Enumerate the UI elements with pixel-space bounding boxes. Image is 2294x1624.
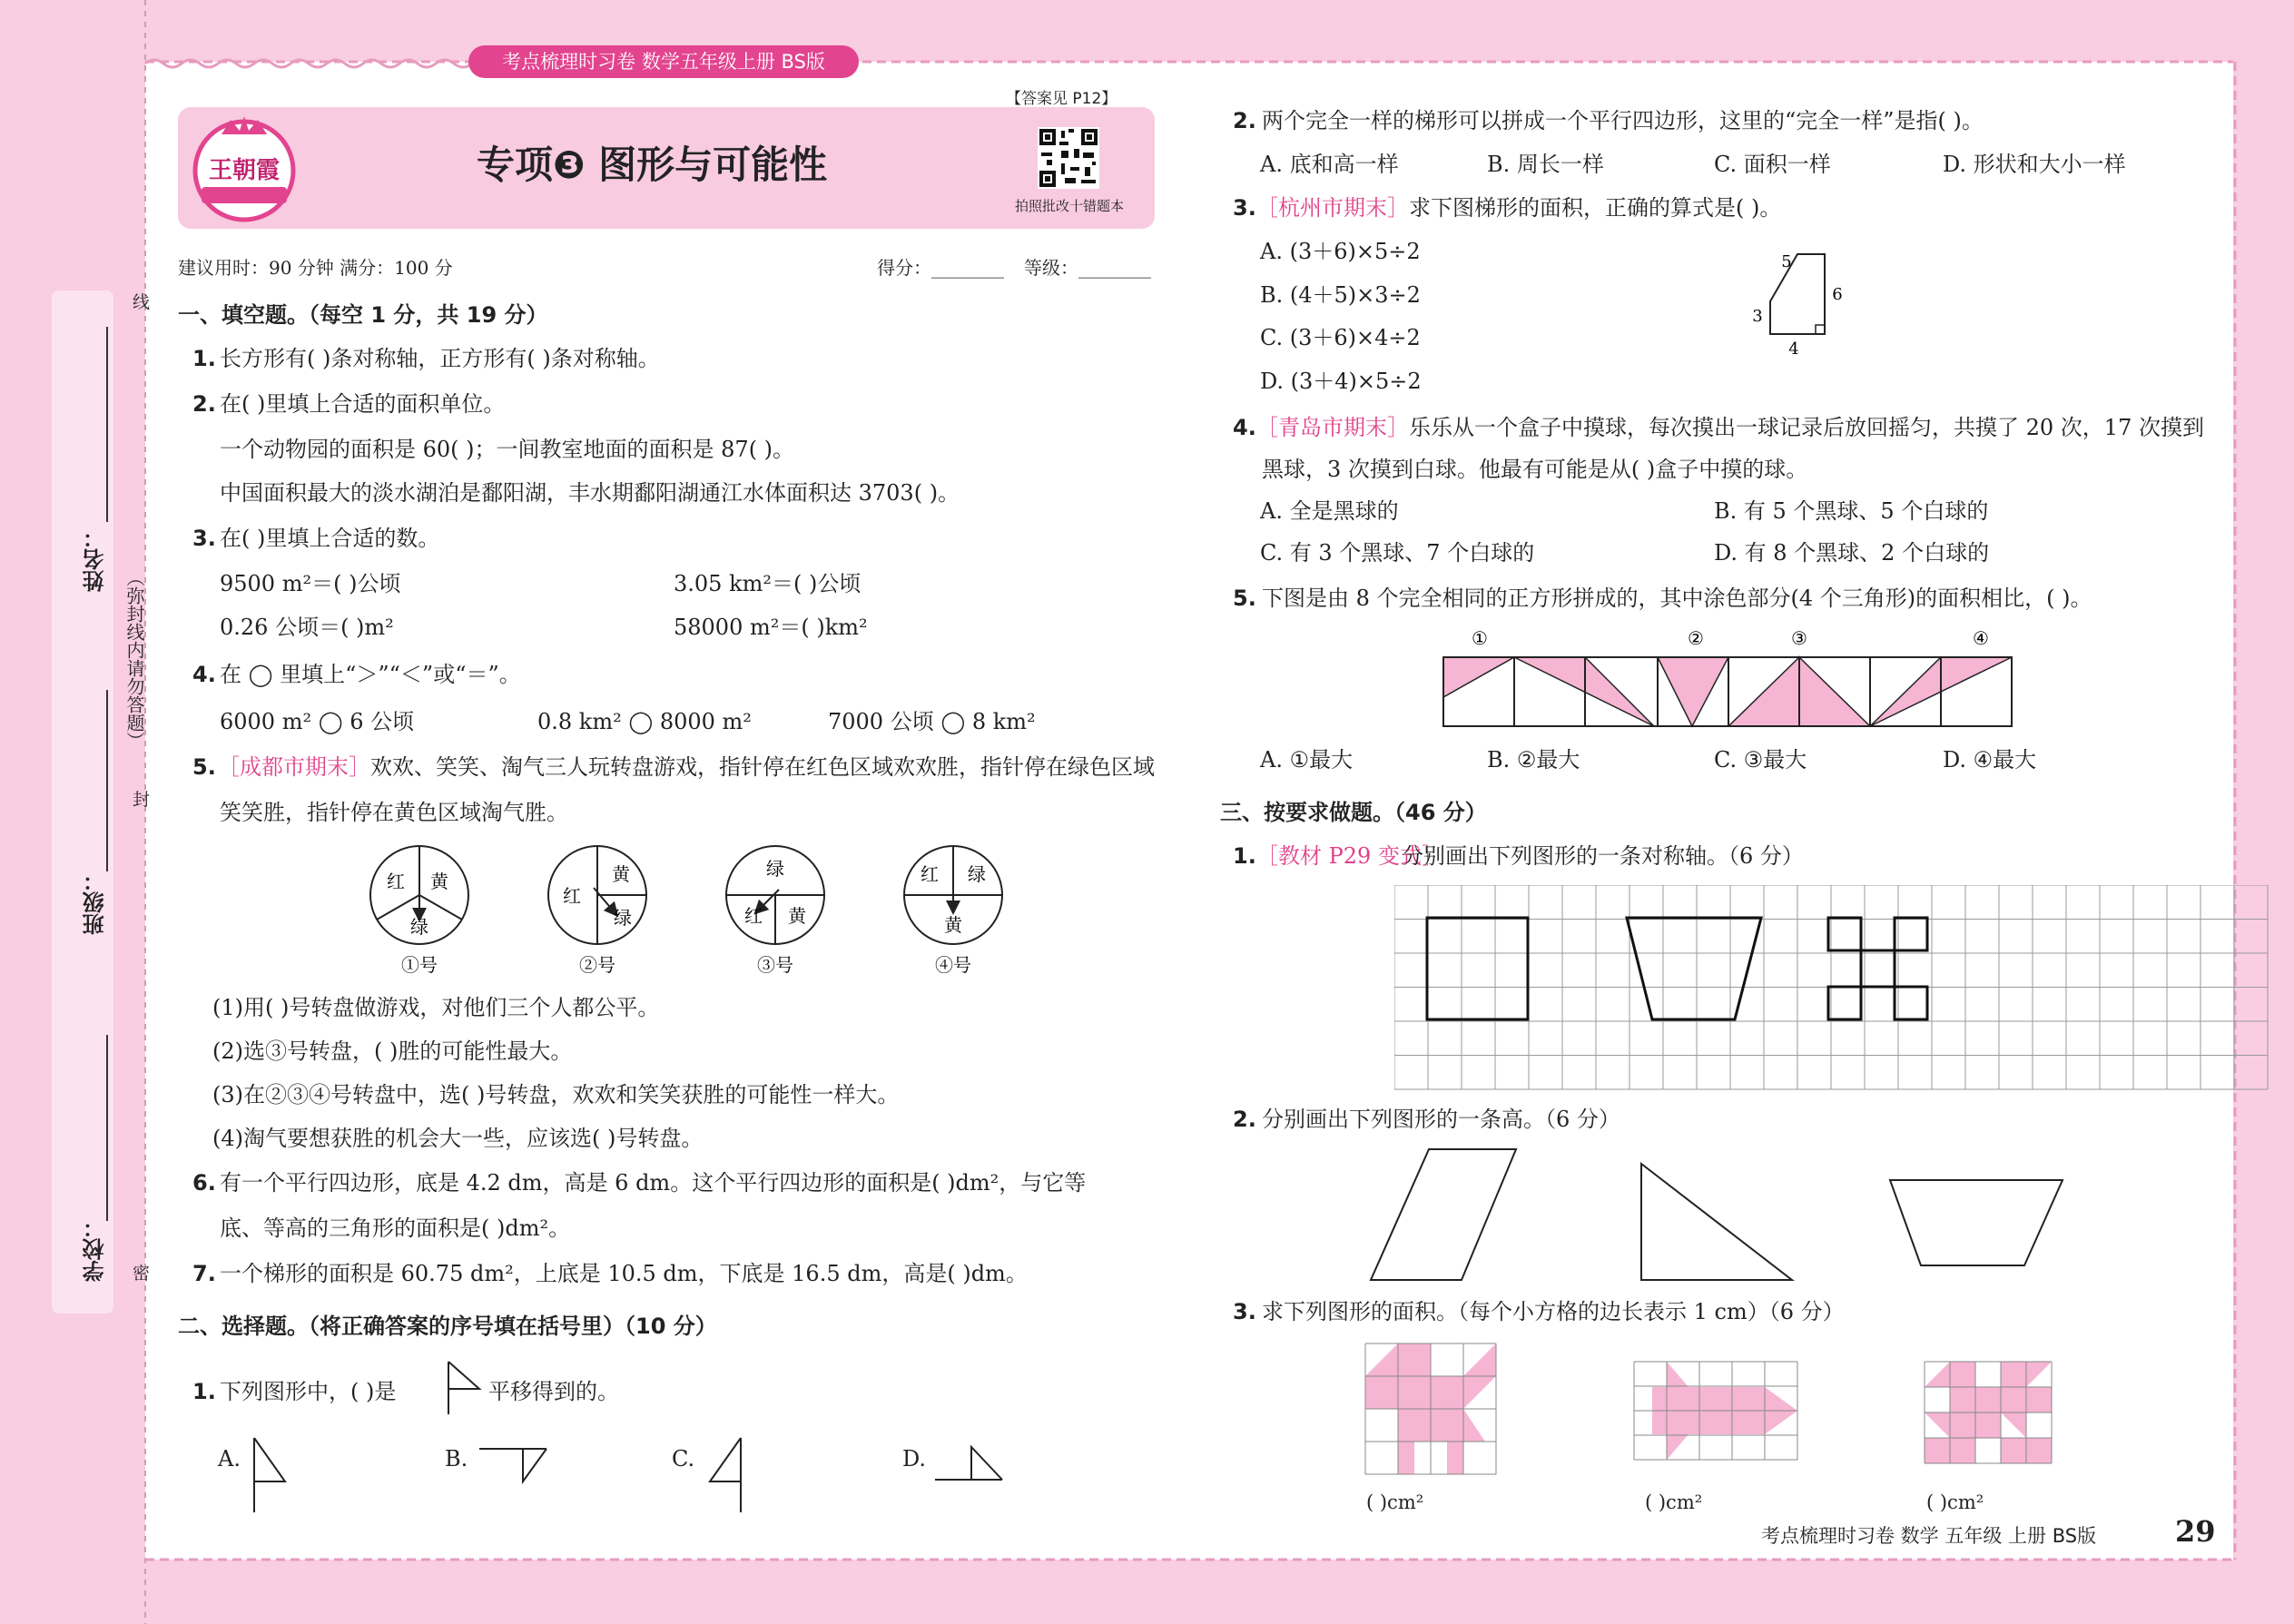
- spinner-2-b: 黄: [612, 863, 630, 885]
- option-b-shape: [478, 1445, 550, 1485]
- q3-number: 3.: [192, 526, 216, 551]
- spinner-2-a: 红: [563, 885, 581, 907]
- q5-tag: ［成都市期末］: [218, 754, 370, 780]
- section-tasks-heading: 三、按要求做题。（46 分）: [1220, 800, 1487, 825]
- c2-number: 2.: [1233, 108, 1256, 133]
- t1-tag: ［教材 P29 变式］: [1256, 843, 1443, 869]
- spinner-2-c: 绿: [614, 907, 632, 929]
- q7-text: 一个梯形的面积是 60.75 dm²，上底是 10.5 dm，下底是 16.5 dm，高是( )dm。: [220, 1261, 1028, 1286]
- seal-char-seal: 封: [133, 790, 151, 810]
- spinner-4-a: 红: [921, 863, 939, 885]
- q5-sub3: (3)在②③④号转盘中，选( )号转盘，欢欢和笑笑获胜的可能性一样大。: [212, 1082, 900, 1107]
- c1-opt-c[interactable]: C.: [672, 1446, 695, 1471]
- q4-b: 0.8 km² ◯ 8000 m²: [537, 709, 752, 734]
- spinner-1-label: ①号: [401, 954, 438, 976]
- strip-mark-1: ①: [1472, 627, 1488, 649]
- footer-text: 考点梳理时习卷 数学 五年级 上册 BS版: [1761, 1525, 2097, 1547]
- c2-opt-d[interactable]: D. 形状和大小一样: [1943, 152, 2126, 177]
- c5-text: 下图是由 8 个完全相同的正方形拼成的，其中涂色部分(4 个三角形)的面积相比，( )。: [1262, 586, 2092, 611]
- c2-text: 两个完全一样的梯形可以拼成一个平行四边形，这里的“完全一样”是指( )。: [1262, 108, 1984, 133]
- q5-text: 欢欢、笑笑、淘气三人玩转盘游戏，指针停在红色区域欢欢胜，指针停在绿色区域: [370, 754, 1155, 780]
- q5-sub2: (2)选③号转盘，( )胜的可能性最大。: [212, 1038, 573, 1064]
- c4-number: 4.: [1233, 415, 1256, 440]
- page-title: 专项❸ 图形与可能性: [477, 143, 828, 187]
- t2-number: 2.: [1233, 1107, 1256, 1132]
- c4-opt-a[interactable]: A. 全是黑球的: [1260, 498, 1399, 524]
- q2-number: 2.: [192, 391, 216, 417]
- area-answer-2[interactable]: ( )cm²: [1645, 1491, 1703, 1513]
- spinner-3-b: 红: [744, 905, 763, 927]
- c5-opt-d[interactable]: D. ④最大: [1943, 747, 2037, 773]
- seal-char-secret: 密: [133, 1264, 151, 1284]
- q6-text: 有一个平行四边形，底是 4.2 dm，高是 6 dm。这个平行四边形的面积是( )dm²，与它等: [220, 1170, 1087, 1196]
- flag-shape: [445, 1360, 485, 1416]
- t3-number: 3.: [1233, 1299, 1256, 1324]
- spinner-3-a: 绿: [766, 858, 784, 880]
- t1-text: 分别画出下列图形的一条对称轴。（6 分）: [1402, 843, 1804, 869]
- q5-number: 5.: [192, 754, 216, 780]
- c1-opt-d[interactable]: D.: [902, 1446, 927, 1471]
- q3-d: 58000 m²＝( )km²: [674, 615, 868, 640]
- c2-opt-a[interactable]: A. 底和高一样: [1260, 152, 1399, 177]
- qr-code-icon[interactable]: [1038, 127, 1099, 189]
- trap-dim-right: 6: [1832, 285, 1843, 304]
- option-d-shape: [933, 1443, 1006, 1483]
- trap-dim-left: 3: [1752, 307, 1763, 326]
- t2-text: 分别画出下列图形的一条高。（6 分）: [1262, 1107, 1620, 1132]
- c3-number: 3.: [1233, 195, 1256, 221]
- q5-text2: 笑笑胜，指针停在黄色区域淘气胜。: [220, 800, 568, 825]
- spinner-1-b: 黄: [430, 871, 448, 892]
- q3-c: 0.26 公顷＝( )m²: [220, 615, 394, 640]
- trap-dim-bottom: 4: [1788, 340, 1799, 359]
- answer-ref: 【答案见 P12】: [1006, 90, 1117, 108]
- c2-opt-b[interactable]: B. 周长一样: [1487, 152, 1604, 177]
- squares-strip-figure: [1440, 625, 2017, 732]
- c3-opt-c[interactable]: C. (3＋6)×4÷2: [1260, 325, 1421, 350]
- c4-opt-b[interactable]: B. 有 5 个黑球、5 个白球的: [1714, 498, 1989, 524]
- spinner-1: [370, 846, 468, 944]
- seal-char-line: 线: [133, 292, 151, 312]
- seal-note: （弥封线内请勿答题）: [123, 568, 145, 750]
- q2-text: 在( )里填上合适的面积单位。: [220, 391, 506, 417]
- c3-opt-b[interactable]: B. (4＋5)×3÷2: [1260, 282, 1421, 308]
- symmetry-grid-figure[interactable]: [1394, 885, 2271, 1090]
- area-answer-3[interactable]: ( )cm²: [1926, 1491, 1984, 1513]
- strip-mark-4: ④: [1973, 627, 1989, 649]
- spinner-4: [904, 846, 1002, 944]
- q6-number: 6.: [192, 1170, 216, 1196]
- score-field[interactable]: 得分：________: [877, 257, 1004, 279]
- grade-field[interactable]: 等级：________: [1024, 257, 1151, 279]
- spinner-4-label: ④号: [935, 954, 971, 976]
- spinner-3-label: ③号: [757, 954, 793, 976]
- c3-text: 求下图梯形的面积，正确的算式是( )。: [1409, 195, 1782, 221]
- c4-opt-c[interactable]: C. 有 3 个黑球、7 个白球的: [1260, 540, 1535, 566]
- c3-opt-a[interactable]: A. (3＋6)×5÷2: [1260, 239, 1421, 264]
- q4-c: 7000 公顷 ◯ 8 km²: [828, 709, 1036, 734]
- series-bar: 考点梳理时习卷 数学五年级上册 BS版: [468, 45, 859, 78]
- spinner-3: [726, 846, 824, 944]
- c5-opt-c[interactable]: C. ③最大: [1714, 747, 1807, 773]
- trapezoid-figure: [1743, 245, 1852, 363]
- class-label: 班级：: [83, 870, 108, 935]
- area-answer-1[interactable]: ( )cm²: [1366, 1491, 1424, 1513]
- c5-opt-b[interactable]: B. ②最大: [1487, 747, 1580, 773]
- c1-opt-a[interactable]: A.: [218, 1446, 241, 1471]
- t3-text: 求下列图形的面积。（每个小方格的边长表示 1 cm）（6 分）: [1262, 1299, 1845, 1324]
- c3-opt-d[interactable]: D. (3＋4)×5÷2: [1260, 369, 1422, 394]
- c1-opt-b[interactable]: B.: [445, 1446, 468, 1471]
- area-grids-figure: [1362, 1340, 2251, 1485]
- c4-text: 乐乐从一个盒子中摸球，每次摸出一球记录后放回摇匀，共摸了 20 次，17 次摸到: [1409, 415, 2204, 440]
- q3-b: 3.05 km²＝( )公顷: [674, 571, 861, 596]
- q2-line2: 中国面积最大的淡水湖泊是鄱阳湖，丰水期鄱阳湖通江水体面积达 3703( )。: [220, 480, 960, 506]
- t1-number: 1.: [1233, 843, 1256, 869]
- time-meta: 建议用时：90 分钟 满分：100 分: [178, 257, 453, 279]
- spinner-1-a: 红: [387, 871, 405, 892]
- q2-line1: 一个动物园的面积是 60( )；一间教室地面的面积是 87( )。: [220, 437, 795, 462]
- c5-opt-a[interactable]: A. ①最大: [1260, 747, 1354, 773]
- q4-number: 4.: [192, 662, 216, 687]
- c4-text2: 黑球，3 次摸到白球。他最有可能是从( )盒子中摸的球。: [1262, 457, 1808, 482]
- sidebar-blank-lines[interactable]: [80, 327, 116, 1289]
- c1-post: 平移得到的。: [488, 1379, 619, 1404]
- c1-number: 1.: [192, 1379, 216, 1404]
- qr-caption: 拍照批改十错题本: [1015, 198, 1125, 214]
- spinner-wheels: [359, 835, 1022, 980]
- page-number: 29: [2175, 1514, 2216, 1549]
- strip-mark-3: ③: [1791, 627, 1807, 649]
- section-fill-heading: 一、填空题。（每空 1 分，共 19 分）: [178, 302, 548, 328]
- strip-mark-2: ②: [1688, 627, 1704, 649]
- trap-dim-top: 5: [1781, 252, 1792, 271]
- brand-logo: [185, 111, 303, 223]
- spinner-4-b: 绿: [968, 863, 986, 885]
- school-label: 学校：: [83, 1216, 108, 1282]
- spinner-4-c: 黄: [944, 914, 962, 936]
- spinner-3-c: 黄: [788, 905, 806, 927]
- c2-opt-c[interactable]: C. 面积一样: [1714, 152, 1831, 177]
- option-a-shape: [251, 1436, 298, 1514]
- q6-text2: 底、等高的三角形的面积是( )dm²。: [220, 1216, 571, 1241]
- c4-opt-d[interactable]: D. 有 8 个黑球、2 个白球的: [1714, 540, 1990, 566]
- q3-a: 9500 m²＝( )公顷: [220, 571, 401, 596]
- q1-number: 1.: [192, 346, 216, 371]
- c5-number: 5.: [1233, 586, 1256, 611]
- name-label: 姓名：: [83, 527, 108, 592]
- q4-a: 6000 m² ◯ 6 公顷: [220, 709, 415, 734]
- q7-number: 7.: [192, 1261, 216, 1286]
- q5-sub4: (4)淘气要想获胜的机会大一些，应该选( )号转盘。: [212, 1126, 704, 1151]
- q4-text: 在 ◯ 里填上“＞”“＜”或“＝”。: [220, 662, 521, 687]
- c3-tag: ［杭州市期末］: [1256, 195, 1409, 221]
- spinner-1-c: 绿: [410, 916, 428, 938]
- option-c-shape: [704, 1436, 752, 1514]
- section-choice-heading: 二、选择题。（将正确答案的序号填在括号里）（10 分）: [178, 1314, 717, 1339]
- spinner-2-label: ②号: [579, 954, 615, 976]
- q5-sub1: (1)用( )号转盘做游戏，对他们三个人都公平。: [212, 995, 660, 1020]
- c4-tag: ［青岛市期末］: [1256, 415, 1409, 440]
- q1-text: 长方形有( )条对称轴，正方形有( )条对称轴。: [220, 346, 660, 371]
- c1-pre: 下列图形中，( )是: [220, 1379, 397, 1404]
- spinner-2: [548, 846, 646, 944]
- q3-text: 在( )里填上合适的数。: [220, 526, 440, 551]
- altitude-shapes-figure[interactable]: [1362, 1146, 2269, 1291]
- logo-text: 王朝霞: [208, 157, 281, 184]
